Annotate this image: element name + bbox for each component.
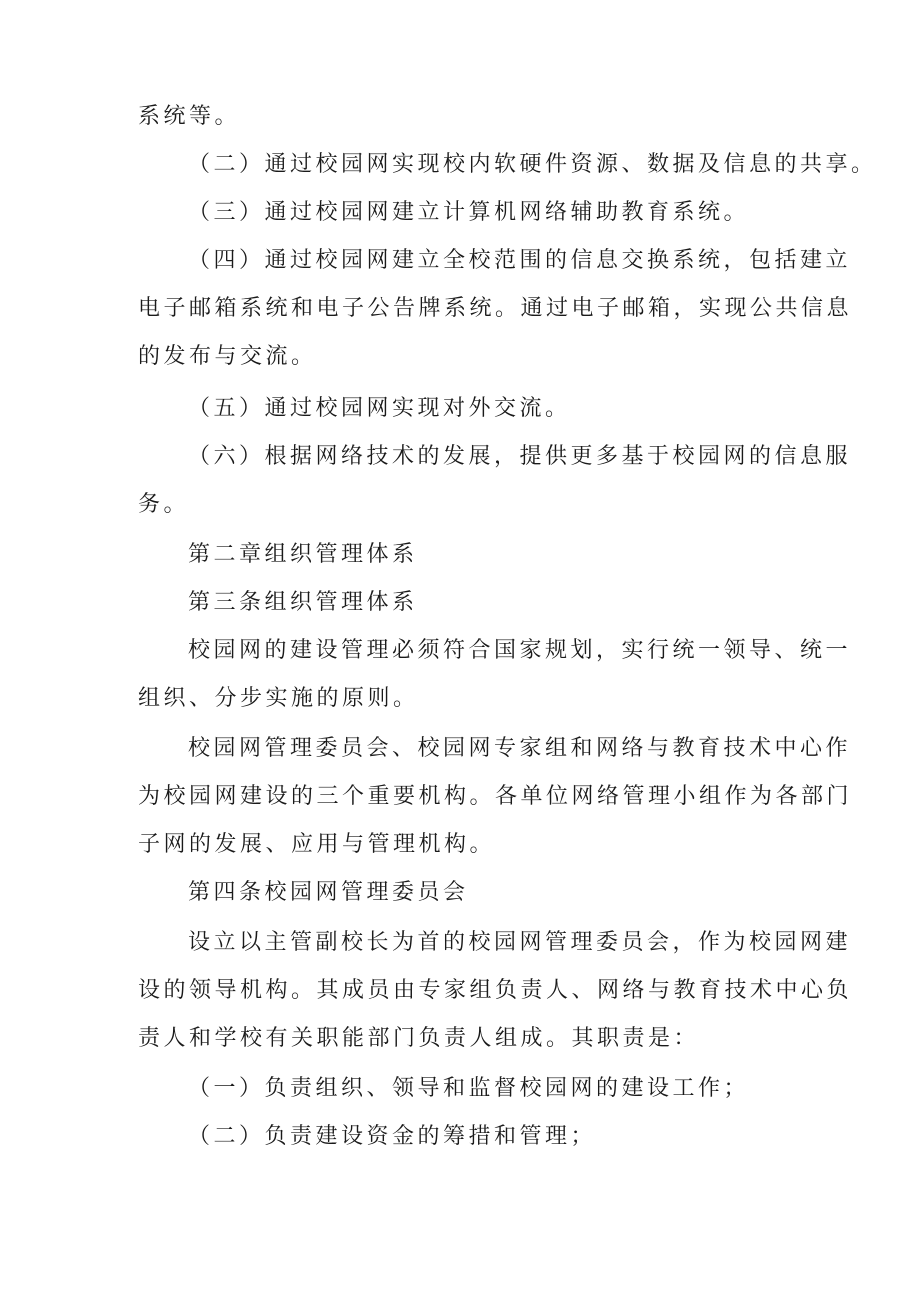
list-item-2: （二）通过校园网实现校内软硬件资源、数据及信息的共享。 xyxy=(188,152,877,177)
paragraph-principle: 校园网的建设管理必须符合国家规划，实行统一领导、统一 xyxy=(188,638,852,663)
paragraph-continuation: 系统等。 xyxy=(138,104,241,129)
list-item-6-line-2: 务。 xyxy=(138,492,190,517)
duty-item-1: （一）负责组织、领导和监督校园网的建设工作； xyxy=(188,1076,750,1101)
duty-item-2: （二）负责建设资金的筹措和管理； xyxy=(188,1124,597,1149)
list-item-4: （四）通过校园网建立全校范围的信息交换系统，包括建立 xyxy=(188,248,852,273)
paragraph-organizations: 校园网管理委员会、校园网专家组和网络与教育技术中心作 xyxy=(188,736,852,761)
chapter-heading: 第二章组织管理体系 xyxy=(188,542,418,567)
paragraph-committee-line-3: 责人和学校有关职能部门负责人组成。其职责是： xyxy=(138,1026,700,1051)
list-item-6: （六）根据网络技术的发展，提供更多基于校园网的信息服 xyxy=(188,444,852,469)
paragraph-organizations-line-2: 为校园网建设的三个重要机构。各单位网络管理小组作为各部门 xyxy=(138,784,853,809)
list-item-4-line-2: 电子邮箱系统和电子公告牌系统。通过电子邮箱，实现公共信息 xyxy=(138,296,853,321)
paragraph-organizations-line-3: 子网的发展、应用与管理机构。 xyxy=(138,832,496,857)
paragraph-committee: 设立以主管副校长为首的校园网管理委员会，作为校园网建 xyxy=(188,930,852,955)
paragraph-principle-line-2: 组织、分步实施的原则。 xyxy=(138,686,419,711)
article-heading-3: 第三条组织管理体系 xyxy=(188,590,418,615)
list-item-5: （五）通过校园网实现对外交流。 xyxy=(188,396,571,421)
article-heading-4: 第四条校园网管理委员会 xyxy=(188,880,469,905)
paragraph-committee-line-2: 设的领导机构。其成员由专家组负责人、网络与教育技术中心负 xyxy=(138,978,853,1003)
list-item-4-line-3: 的发布与交流。 xyxy=(138,344,317,369)
list-item-3: （三）通过校园网建立计算机网络辅助教育系统。 xyxy=(188,200,750,225)
